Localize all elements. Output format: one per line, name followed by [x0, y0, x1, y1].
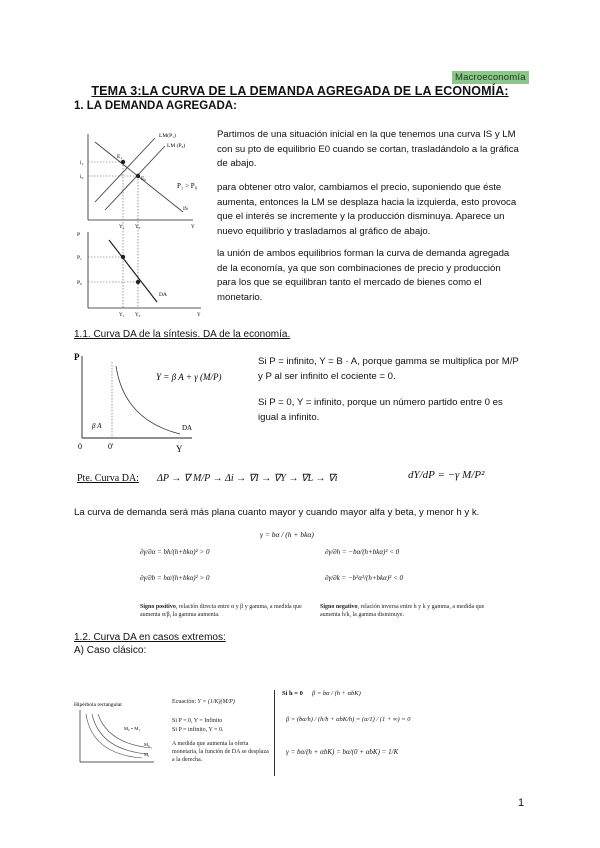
p-axis: P	[74, 352, 80, 362]
p0-label: P₀	[77, 280, 82, 286]
classic-text-3: A medida que aumenta la oferta monetaria, la función de DA se desplaza a la derecha.	[172, 741, 269, 763]
page-title: TEMA 3:LA CURVA DE LA DEMANDA AGREGADA DE LA ECONOMÍA:	[91, 84, 509, 98]
hyperbola-title: Hipérbola rectangular	[74, 702, 123, 708]
caso-clasico-heading: A) Caso clásico:	[74, 645, 147, 656]
da-label: DA	[159, 292, 167, 298]
section-heading-1-1: 1.1. Curva DA de la síntesis. DA de la economía.	[74, 329, 291, 340]
s11-text-1: Si P = infinito, Y = B · A, porque gamma se multiplica por M/P y P al ser infinito el cociente = 0.	[258, 356, 519, 382]
e0-label: E₀	[141, 176, 147, 182]
signo-positivo-note: Signo positivo, relación directa entre α y β y gamma, a medida que aumenta α/β, la gamma aumenta.	[140, 604, 302, 618]
e1-point	[121, 160, 125, 164]
sih-eq-2: β = (bα/h) / (h/h + αbK/h) = (α/1) / (1 + ∞) = 0	[286, 716, 411, 723]
column-divider	[274, 690, 275, 776]
deriv-h: ∂γ/∂h = −bα/(h+bkα)² < 0	[325, 548, 400, 556]
y-axis-3: Y	[176, 444, 183, 454]
lm1-label: LM(P₁)	[159, 133, 176, 139]
section-heading-1: 1. LA DEMANDA AGREGADA:	[74, 100, 237, 112]
y1-label: Y₁	[119, 225, 125, 230]
y0-label: Y₀	[135, 225, 141, 230]
classic-case-figure	[72, 696, 162, 776]
signo-negativo-note: Signo negativo, relación inversa entre h y k y gamma, a medida que aumenta h/k, la gamma disminuye.	[320, 604, 485, 618]
is-label: IS	[183, 206, 188, 212]
subject-tag: Macroeconomía	[452, 71, 529, 84]
gamma-definition: γ = bα / (h + bkα)	[260, 530, 314, 539]
y1b-label: Y₁	[119, 313, 125, 318]
curve-label-2: M₀	[144, 742, 150, 747]
origin-prime-label: 0'	[108, 442, 114, 451]
paragraph-3: la unión de ambos equilibrios forman la curva de demanda agregada de la economía, ya que son combinaciones de precio y producción para los que se equilibran tanto el mercado de bienes como el monetario.	[217, 248, 510, 303]
da-label-2: DA	[182, 424, 193, 432]
classic-text-1: Si P = 0, Y = Infinito	[172, 718, 223, 724]
section-heading-1-2: 1.2. Curva DA en casos extremos:	[74, 632, 226, 643]
beta-a-label: β A	[92, 422, 102, 430]
y-axis-label-2: Y	[197, 313, 201, 318]
curve-label-1: M₀ = M₁	[124, 726, 140, 731]
lm0-label: LM (P₀)	[167, 143, 186, 149]
curve-label-3: M₁	[144, 752, 150, 757]
s11-text-2: Si P = 0, Y = infinito, porque un número partido entre 0 es igual a infinito.	[258, 397, 503, 423]
sih-label: Si h = 0	[282, 690, 303, 697]
lm1-curve	[95, 138, 155, 202]
paragraph-2: para obtener otro valor, cambiamos el precio, suponiendo que éste aumenta, entonces la LM se desplaza hacia la izquierda, esto provoca que el interés se incremente y la producción disminuya. Aparece un nuevo equilibrio y trasladamos al gráfico de abajo.	[217, 182, 517, 237]
y0b-label: Y₀	[135, 313, 141, 318]
p1-label: P₁	[77, 255, 82, 261]
origin-label: 0	[78, 442, 82, 451]
pte-chain: ΔP → ∇ M/P → Δi → ∇I → ∇Y → ∇L → ∇i	[157, 473, 338, 484]
i0-label: i₀	[80, 174, 84, 180]
e0-point	[136, 174, 140, 178]
da-curve	[109, 240, 157, 302]
page-number: 1	[518, 797, 525, 809]
deriv-beta: ∂γ/∂b = hα/(h+bkα)² > 0	[140, 574, 210, 582]
da-equation: Y = β A + γ (M/P)	[156, 372, 222, 382]
p-axis-label: P	[77, 232, 81, 238]
y-axis-label: Y	[191, 225, 195, 230]
paragraph-1: Partimos de una situación inicial en la que tenemos una curva IS y LM con su pto de equilibrio E0 cuando se cortan, trasladándolo a la gráfica de abajo.	[217, 129, 519, 170]
deriv-k: ∂γ/∂k = −b²α²/(h+bkα)² < 0	[325, 574, 403, 582]
pte-derivative: dY/dP = −γ M/P²	[408, 469, 485, 481]
lm0-curve	[105, 146, 165, 210]
da-synthesis-figure	[72, 348, 252, 460]
islm-da-figure	[73, 124, 213, 324]
price-condition: P₁ > P₀	[177, 182, 198, 190]
classic-eq-label: Ecuación: Y = (1/K)(M/P)	[172, 699, 235, 705]
pte-label: Pte. Curva DA:	[77, 473, 139, 484]
deriv-alpha: ∂γ/∂α = bh/(h+bkα)² > 0	[140, 548, 210, 556]
i1-label: i₁	[80, 160, 84, 166]
e1-label: E₁	[117, 154, 123, 160]
sih-eq-1: β = bα / (h + αbK)	[312, 690, 361, 697]
sih-eq-3: γ = bα/(h + αbK) = bα/(0 + αbK) = 1/K	[286, 748, 399, 756]
classic-text-2: Si P = infinito, Y = 0.	[172, 727, 224, 733]
plana-text: La curva de demanda será más plana cuanto mayor y cuando mayor alfa y beta, y menor h y k.	[74, 507, 480, 518]
